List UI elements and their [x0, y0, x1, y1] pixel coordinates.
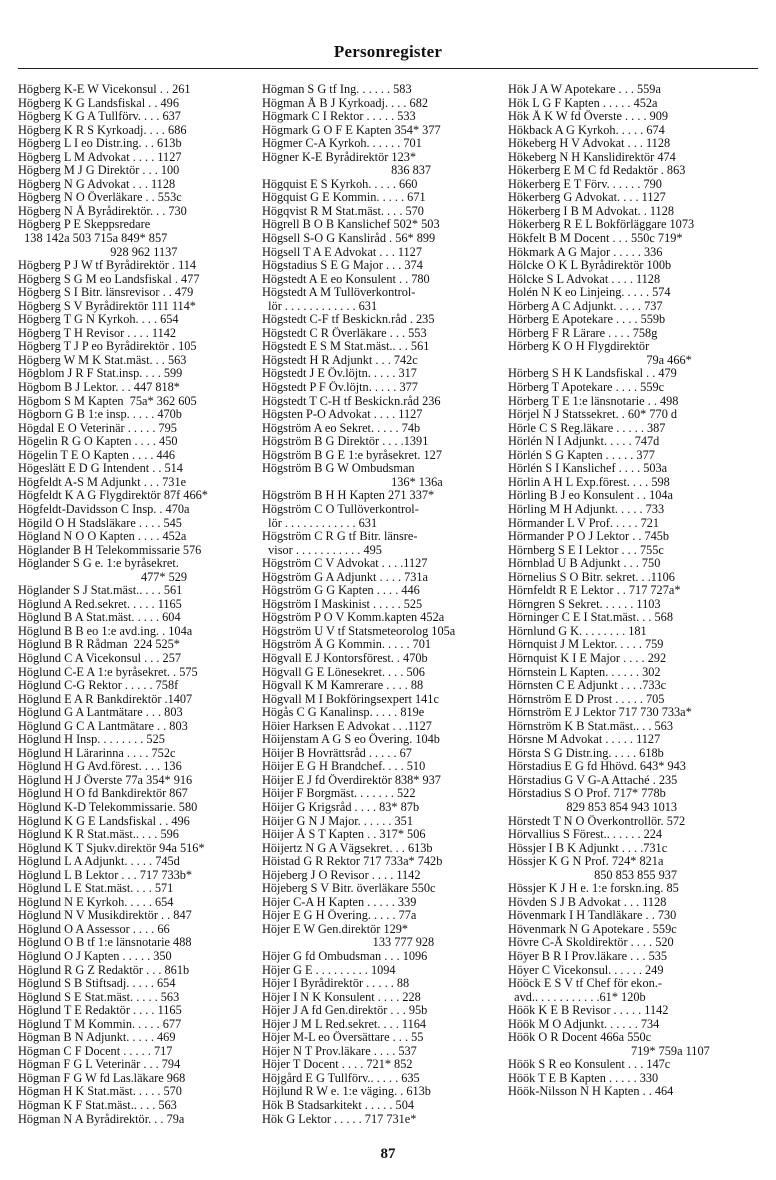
register-entry: Högblom J R F Stat.insp. . . . 599	[18, 367, 183, 381]
register-entry: Högman F G W fd Las.läkare 968	[18, 1071, 186, 1085]
register-entry: Hölcke S L Advokat . . . . 1128	[508, 272, 661, 286]
register-entry: Höglund T M Kommin. . . . . 677	[18, 1017, 182, 1031]
register-entry: Hörvallius S Förest.. . . . . . 224	[508, 828, 663, 842]
register-entry: Högberg K G Landsfiskal . . 496	[18, 96, 179, 110]
register-entry: Höglund O B tf 1:e länsnotarie 488	[18, 936, 192, 950]
register-entry: 138 142a 503 715a 849* 857	[18, 232, 168, 246]
register-entry: Hörberg S H K Landsfiskal . . 479	[508, 367, 677, 381]
register-entry: Högelin T E O Kapten . . . . 446	[18, 448, 175, 462]
register-entry: Höglander S G e. 1:e byråsekret.	[18, 557, 179, 571]
register-entry: Högrell B O B Kanslichef 502* 503	[262, 218, 440, 232]
register-entry: Höglund K-D Telekommissarie. 580	[18, 800, 198, 814]
register-entry: Högberg W M K Stat.mäst. . . 563	[18, 353, 187, 367]
register-entry: Hörlén S I Kanslichef . . . . 503a	[508, 462, 668, 476]
register-entry: Hööck E S V tf Chef för ekon.-	[508, 977, 662, 991]
register-entry: Hörnlund G K. . . . . . . . 181	[508, 624, 647, 638]
register-entry: Hörnblad U B Adjunkt . . . 750	[508, 557, 661, 571]
register-entry: Höglund E A R Bankdirektör .1407	[18, 692, 193, 706]
register-entry: Högström U V tf Statsmeteorolog 105a	[262, 624, 456, 638]
register-entry: Högström B G W Ombudsman	[262, 462, 415, 476]
register-entry: Hök B Stadsarkitekt . . . . . 504	[262, 1099, 414, 1113]
register-entry: Höjgård E G Tullförv.. . . . . 635	[262, 1071, 420, 1085]
register-entry: Högberg T G N Kyrkoh. . . . 654	[18, 313, 179, 327]
register-entry: Höjer T Docent . . . . 721* 852	[262, 1058, 413, 1072]
register-entry: 477* 529	[18, 570, 188, 584]
register-entry: lör . . . . . . . . . . . . 631	[262, 299, 378, 313]
register-entry: Hökfelt B M Docent . . . 550c 719*	[508, 232, 683, 246]
register-entry: Höglund R G Z Redaktör . . . 861b	[18, 963, 190, 977]
register-entry: Höijer G Krigsråd . . . . 83* 87b	[262, 800, 420, 814]
register-entry: Höglund C A Vicekonsul . . . 257	[18, 651, 181, 665]
register-entry: Hörnstein L Kapten. . . . . . 302	[508, 665, 661, 679]
register-entry: Högberg K G A Tullförv. . . . 637	[18, 110, 181, 124]
register-entry: Högland N O O Kapten . . . . 452a	[18, 530, 187, 544]
register-entry: Högman N A Byrådirektör. . . 79a	[18, 1112, 185, 1126]
register-entry: Hörling M H Adjunkt. . . . . 733	[508, 502, 665, 516]
register-entry: Hövden S J B Advokat . . . 1128	[508, 895, 667, 909]
register-entry: Hökerberg G Advokat. . . . 1127	[508, 191, 666, 205]
register-entry: Högman B N Adjunkt. . . . . 469	[18, 1031, 176, 1045]
register-entry: Högstedt C-F tf Beskickn.råd . 235	[262, 313, 435, 327]
register-entry: 829 853 854 943 1013	[508, 800, 678, 814]
register-entry: Hörle C S Reg.läkare . . . . . 387	[508, 421, 666, 435]
register-entry: Hörlén S G Kapten . . . . . 377	[508, 448, 655, 462]
register-entry: Hök L G F Kapten . . . . . 452a	[508, 96, 658, 110]
register-entry: Hörnfeldt R E Lektor . . 717 727a*	[508, 584, 681, 598]
register-entry: Hörberg A C Adjunkt. . . . . 737	[508, 299, 663, 313]
register-entry: Höjer M-L eo Översättare . . . 55	[262, 1031, 424, 1045]
register-entry: Höjer J M L Red.sekret. . . . 1164	[262, 1017, 427, 1031]
register-entry: Högstedt J E Öv.löjtn. . . . . 317	[262, 367, 417, 381]
register-entry: Hörberg T Apotekare . . . . 559c	[508, 381, 665, 395]
register-entry: Hövre C-Å Skoldirektör . . . . 520	[508, 936, 674, 950]
register-entry: Höistad G R Rektor 717 733a* 742b	[262, 855, 443, 869]
register-entry: Höglund H G Avd.förest. . . . 136	[18, 760, 182, 774]
register-entry: Höjer E G H Övering. . . . . 77a	[262, 909, 417, 923]
register-entry: Hökeberg N H Kanslidirektör 474	[508, 150, 676, 164]
register-entry: Högstedt A E eo Konsulent . . 780	[262, 272, 430, 286]
register-entry: Högström B G E 1:e byråsekret. 127	[262, 448, 442, 462]
register-entry: Hörnström E D Prost . . . . . 705	[508, 692, 665, 706]
register-entry: Höjer I N K Konsulent . . . . 228	[262, 990, 421, 1004]
register-entry: Högmark C I Rektor . . . . . 533	[262, 110, 416, 124]
register-entry: Hörjel N J Statssekret. . 60* 770 d	[508, 408, 678, 422]
register-entry: Höjeberg S V Bitr. överläkare 550c	[262, 882, 436, 896]
register-entry: 836 837	[262, 164, 432, 178]
register-entry: Höglund A Red.sekret. . . . . 1165	[18, 597, 182, 611]
register-entry: Högvall E J Kontorsförest. . 470b	[262, 651, 428, 665]
register-entry: Höglund T E Redaktör . . . . 1165	[18, 1004, 182, 1018]
register-entry: Hörstadius E G fd Hhövd. 643* 943	[508, 760, 686, 774]
register-entry: Höyer C Vicekonsul. . . . . . 249	[508, 963, 664, 977]
register-entry: Högberg L M Advokat . . . . 1127	[18, 150, 182, 164]
register-entry: Höijertz N G A Vägsekret. . . 613b	[262, 841, 433, 855]
register-column-3	[508, 83, 758, 1099]
register-entry: Höglund K T Sjukv.direktör 94a 516*	[18, 841, 205, 855]
register-entry: Höijer Å S T Kapten . . 317* 506	[262, 828, 426, 842]
register-entry: Högfeldt-Davidsson C Insp. . 470a	[18, 502, 190, 516]
register-entry: Höglund S E Stat.mäst. . . . . 563	[18, 990, 180, 1004]
register-entry: Höglund B B eo 1:e avd.ing. . 104a	[18, 624, 193, 638]
register-entry: Hörling B J eo Konsulent . . 104a	[508, 489, 673, 503]
register-entry: Hörmander P O J Lektor . . 745b	[508, 530, 670, 544]
register-entry: 79a 466*	[508, 353, 692, 367]
register-entry: Höglund G C A Lantmätare . . 803	[18, 719, 188, 733]
register-entry: Högmark G O F E Kapten 354* 377	[262, 123, 441, 137]
register-entry: Höglund H Insp. . . . . . . . 525	[18, 733, 165, 747]
register-entry: Hök Å K W fd Överste . . . . 909	[508, 110, 669, 124]
register-entry: Höglund K G E Landsfiskal . . 496	[18, 814, 190, 828]
register-entry: Höier Harksen E Advokat . . .1127	[262, 719, 432, 733]
register-entry: Höjer G E . . . . . . . . . 1094	[262, 963, 396, 977]
register-entry: Högberg M J G Direktör . . . 100	[18, 164, 180, 178]
register-entry: Högman F G L Veterinär . . . 794	[18, 1058, 181, 1072]
register-entry: Högman Å B J Kyrkoadj. . . . 682	[262, 96, 428, 110]
register-entry: Höglund H Lärarinna . . . . 752c	[18, 746, 176, 760]
register-entry: Högman C F Docent . . . . . 717	[18, 1044, 173, 1058]
register-entry: Högman H K Stat.mäst. . . . . 570	[18, 1085, 182, 1099]
register-entry: Högdal E O Veterinär . . . . . 795	[18, 421, 177, 435]
register-entry: Höök T E B Kapten . . . . . 330	[508, 1071, 659, 1085]
register-entry: Höijer F Borgmäst. . . . . . . 522	[262, 787, 416, 801]
register-entry: Höjer I Byrådirektör . . . . . 88	[262, 977, 410, 991]
register-entry: Hökeberg H V Advokat . . . 1128	[508, 137, 671, 151]
register-entry: Hörlin A H L Exp.förest. . . . 598	[508, 475, 670, 489]
register-entry: Högfeldt A-S M Adjunkt . . . 731e	[18, 475, 187, 489]
register-entry: Höglund O J Kapten . . . . . 350	[18, 950, 172, 963]
register-entry: Hökerberg I B M Advokat. . 1128	[508, 204, 674, 218]
register-entry: Högström C R G tf Bitr. länsre-	[262, 530, 418, 544]
register-entry: Högvall M I Bokföringsexpert 141c	[262, 692, 439, 706]
register-entry: Högberg L I eo Distr.ing. . . 613b	[18, 137, 182, 151]
register-entry: Hössjer K G N Prof. 724* 821a	[508, 855, 664, 869]
register-entry: Hörstadius S O Prof. 717* 778b	[508, 787, 666, 801]
register-entry: avd.. . . . . . . . . . .61* 120b	[508, 990, 646, 1004]
register-entry: Högstedt H R Adjunkt . . . 742c	[262, 353, 418, 367]
register-entry: Högquist G E Kommin. . . . . 671	[262, 191, 426, 205]
register-entry: 928 962 1137	[18, 245, 178, 259]
register-entry: Höglund C-E A 1:e byråsekret. . 575	[18, 665, 198, 679]
register-entry: 850 853 855 937	[508, 868, 678, 882]
register-entry: Hörninger C E I Stat.mäst. . . 568	[508, 611, 673, 625]
register-column-1	[18, 83, 252, 1126]
register-entry: Högström C O Tullöverkontrol-	[262, 502, 419, 516]
register-entry: Högvall K M Kamrerare . . . . 88	[262, 679, 424, 693]
register-entry: Högbom B J Lektor. . . 447 818*	[18, 381, 180, 395]
register-entry: Hökback A G Kyrkoh. . . . . 674	[508, 123, 665, 137]
register-entry: Högsell T A E Advokat . . . 1127	[262, 245, 422, 259]
register-entry: Högås C G Kanalinsp. . . . . 819e	[262, 706, 425, 720]
register-entry: Högberg S I Bitr. länsrevisor . . 479	[18, 286, 194, 300]
register-entry: Högström A eo Sekret. . . . . 74b	[262, 421, 421, 435]
register-entry: Högberg P J W tf Byrådirektör . 114	[18, 259, 197, 273]
register-entry: Högberg N Å Byrådirektör. . . 730	[18, 204, 187, 218]
register-entry: Höjer E W Gen.direktör 129*	[262, 922, 409, 936]
register-entry: Högsell S-O G Kansliråd . 56* 899	[262, 232, 436, 246]
register-entry: Högfeldt K A G Flygdirektör 87f 466*	[18, 489, 208, 503]
register-entry: Högberg N O Överläkare . . 553c	[18, 191, 182, 205]
register-entry: Hövenmark N G Apotekare . 559c	[508, 922, 677, 936]
register-entry: Högbom S M Kapten 75a* 362 605	[18, 394, 197, 408]
register-entry: Höglund L A Adjunkt. . . . . 745d	[18, 855, 180, 869]
register-entry: Höglund B R Rådman 224 525*	[18, 638, 180, 652]
register-entry: Höjer N T Prov.läkare . . . . 537	[262, 1044, 417, 1058]
register-entry: Hök J A W Apotekare . . . 559a	[508, 83, 661, 96]
register-entry: Hörnelius S O Bitr. sekret. . .1106	[508, 570, 675, 584]
register-entry: Höijer G N J Major. . . . . . 351	[262, 814, 413, 828]
register-entry: Högmer C-A Kyrkoh. . . . . . 701	[262, 137, 422, 151]
register-entry: Högeslätt E D G Intendent . . 514	[18, 462, 183, 476]
register-entry: Högstedt E S M Stat.mäst.. . . 561	[262, 340, 430, 354]
register-entry: Hörnberg S E I Lektor . . . 755c	[508, 543, 664, 557]
register-entry: Hörsta S G Distr.ing. . . . . 618b	[508, 746, 664, 760]
register-entry: Högborn G B 1:e insp. . . . . 470b	[18, 408, 182, 422]
register-entry: Högquist E S Kyrkoh. . . . . 660	[262, 177, 418, 191]
register-entry: Hökerberg E M C fd Redaktör . 863	[508, 164, 686, 178]
register-entry: 136* 136a	[262, 475, 443, 489]
register-entry: Högberg T J P eo Byrådirektör . 105	[18, 340, 197, 354]
register-entry: Högberg S V Byrådirektör 111 114*	[18, 299, 196, 313]
register-entry: Höök K E B Revisor . . . . . 1142	[508, 1004, 669, 1018]
register-entry: Hörnquist J M Lektor. . . . . 759	[508, 638, 664, 652]
register-entry: Höök O R Docent 466a 550c	[508, 1031, 652, 1045]
register-entry: Höglund L B Lektor . . . 717 733b*	[18, 868, 193, 882]
register-entry: Höök-Nilsson N H Kapten . . 464	[508, 1085, 674, 1099]
register-entry: Höglund G A Lantmätare . . . 803	[18, 706, 183, 720]
register-entry: Höijer E G H Brandchef. . . . 510	[262, 760, 426, 774]
register-entry: Hössjer K J H e. 1:e forskn.ing. 85	[508, 882, 679, 896]
register-entry: Högberg T H Revisor . . . . 1142	[18, 326, 177, 340]
page-title: Personregister	[333, 42, 443, 61]
register-entry: Hörnsten C E Adjunkt . . . .733c	[508, 679, 667, 693]
register-entry: Höglund H J Överste 77a 354* 916	[18, 773, 193, 787]
register-entry: Höglund S B Stiftsadj. . . . . 654	[18, 977, 176, 991]
register-entry: Höyer B R I Prov.läkare . . . 535	[508, 950, 668, 963]
register-entry: Hörberg K O H Flygdirektör	[508, 340, 650, 354]
register-entry: Högstedt C R Överläkare . . . 553	[262, 326, 427, 340]
register-entry: Hörsne M Advokat . . . . . 1127	[508, 733, 661, 747]
register-entry: Hörnström E J Lektor 717 730 733a*	[508, 706, 692, 720]
register-entry: Hörnquist K I E Major . . . . 292	[508, 651, 667, 665]
register-entry: Hössjer I B K Adjunkt . . . .731c	[508, 841, 668, 855]
register-entry: Höjer C-A H Kapten . . . . . 339	[262, 895, 417, 909]
register-entry: Hök G Lektor . . . . . 717 731e*	[262, 1112, 417, 1126]
register-entry: Höglund C-G Rektor . . . . . 758f	[18, 679, 179, 693]
register-entry: Hökerberg R E L Bokförläggare 1073	[508, 218, 695, 232]
register-entry: Holén N K eo Linjeing. . . . . 574	[508, 286, 671, 300]
register-entry: Högqvist R M Stat.mäst. . . . 570	[262, 204, 424, 218]
register-entry: Höijer E J fd Överdirektör 838* 937	[262, 773, 441, 787]
register-entry: Högman S G tf Ing. . . . . . 583	[262, 83, 412, 96]
register-entry: Höijer B Hovrättsråd . . . . . 67	[262, 746, 412, 760]
register-entry: Hökerberg E T Förv. . . . . . 790	[508, 177, 662, 191]
register-entry: Högström C V Advokat . . . .1127	[262, 557, 428, 571]
register-entry: Högström I Maskinist . . . . . 525	[262, 597, 423, 611]
register-entry: Högstedt P F Öv.löjtn. . . . . 377	[262, 381, 418, 395]
register-entry: Högström Å G Kommin. . . . . 701	[262, 638, 432, 652]
register-entry: Högelin R G O Kapten . . . . 450	[18, 435, 178, 449]
register-entry: Högstedt A M Tullöverkontrol-	[262, 286, 416, 300]
register-entry: Höjeberg J O Revisor . . . . 1142	[262, 868, 421, 882]
register-entry: 133 777 928	[262, 936, 435, 950]
register-entry: Hökmark A G Major . . . . . 336	[508, 245, 663, 259]
register-entry: Högberg P E Skeppsredare	[18, 218, 151, 232]
register-entry: Högström G G Kapten . . . . 446	[262, 584, 420, 598]
register-entry: Hörstedt T N O Överkontrollör. 572	[508, 814, 686, 828]
register-entry: visor . . . . . . . . . . . 495	[262, 543, 382, 557]
register-entry: Högstadius S E G Major . . . 374	[262, 259, 423, 273]
register-entry: Höglund N E Kyrkoh. . . . . 654	[18, 895, 174, 909]
register-entry: Högberg N G Advokat . . . 1128	[18, 177, 176, 191]
register-entry: Höglander B H Telekommissarie 576	[18, 543, 202, 557]
register-entry: Höglund K R Stat.mäst.. . . . 596	[18, 828, 179, 842]
register-entry: Höjer G fd Ombudsman . . . 1096	[262, 950, 428, 963]
register-entry: Högström G A Adjunkt . . . . 731a	[262, 570, 429, 584]
header-rule	[18, 68, 758, 69]
register-entry: Högsten P-O Advokat . . . . 1127	[262, 408, 423, 422]
register-entry: Höjlund R W e. 1:e väging. . 613b	[262, 1085, 431, 1099]
register-entry: Höjer J A fd Gen.direktör . . . 95b	[262, 1004, 428, 1018]
register-entry: Hörngren S Sekret. . . . . . 1103	[508, 597, 661, 611]
register-entry: Hörlén N I Adjunkt. . . . . 747d	[508, 435, 660, 449]
register-entry: Högström B H H Kapten 271 337*	[262, 489, 435, 503]
register-entry: Hölcke O K L Byrådirektör 100b	[508, 259, 672, 273]
register-entry: 719* 759a 1107	[508, 1044, 710, 1058]
register-entry: Hörnström K B Stat.mäst.. . . 563	[508, 719, 673, 733]
register-entry: Högberg K R S Kyrkoadj. . . . 686	[18, 123, 187, 137]
register-entry: Höglund B A Stat.mäst. . . . . 604	[18, 611, 181, 625]
page-number: 87	[380, 1146, 396, 1162]
register-entry: Höglund N V Musikdirektör . . 847	[18, 909, 192, 923]
register-entry: Höijenstam A G S eo Övering. 104b	[262, 733, 440, 747]
register-entry: Höglander S J Stat.mäst.. . . . 561	[18, 584, 183, 598]
register-entry: Hörberg F R Lärare . . . . 758g	[508, 326, 658, 340]
register-entry: Hörberg E Apotekare . . . . 559b	[508, 313, 666, 327]
register-entry: Höglund H O fd Bankdirektör 867	[18, 787, 188, 801]
register-entry: Höök M O Adjunkt. . . . . . 734	[508, 1017, 660, 1031]
register-entry: lör . . . . . . . . . . . . 631	[262, 516, 378, 530]
register-column-2	[262, 83, 500, 1126]
register-entry: Hövenmark I H Tandläkare . . 730	[508, 909, 677, 923]
register-entry: Höglund O A Assessor . . . . 66	[18, 922, 170, 936]
register-entry: Högman K F Stat.mäst.. . . . 563	[18, 1099, 177, 1113]
register-entry: Höglund L E Stat.mäst. . . . 571	[18, 882, 174, 896]
register-entry: Högvall G E Lönesekret. . . . 506	[262, 665, 425, 679]
register-entry: Högström P O V Komm.kapten 452a	[262, 611, 445, 625]
register-entry: Högild O H Stadsläkare . . . . 545	[18, 516, 182, 530]
register-entry: Hörstadius G V G-A Attaché . 235	[508, 773, 678, 787]
register-entry: Hörberg T E 1:e länsnotarie . . 498	[508, 394, 679, 408]
register-entry: Hörmander L V Prof. . . . . 721	[508, 516, 660, 530]
register-entry: Högstedt T C-H tf Beskickn.råd 236	[262, 394, 441, 408]
register-entry: Höök S R eo Konsulent . . . 147c	[508, 1058, 671, 1072]
register-entry: Högner K-E Byrådirektör 123*	[262, 150, 417, 164]
register-entry: Högström B G Direktör . . . .1391	[262, 435, 429, 449]
register-entry: Högberg S G M eo Landsfiskal . 477	[18, 272, 200, 286]
register-entry: Högberg K-E W Vicekonsul . . 261	[18, 83, 191, 96]
